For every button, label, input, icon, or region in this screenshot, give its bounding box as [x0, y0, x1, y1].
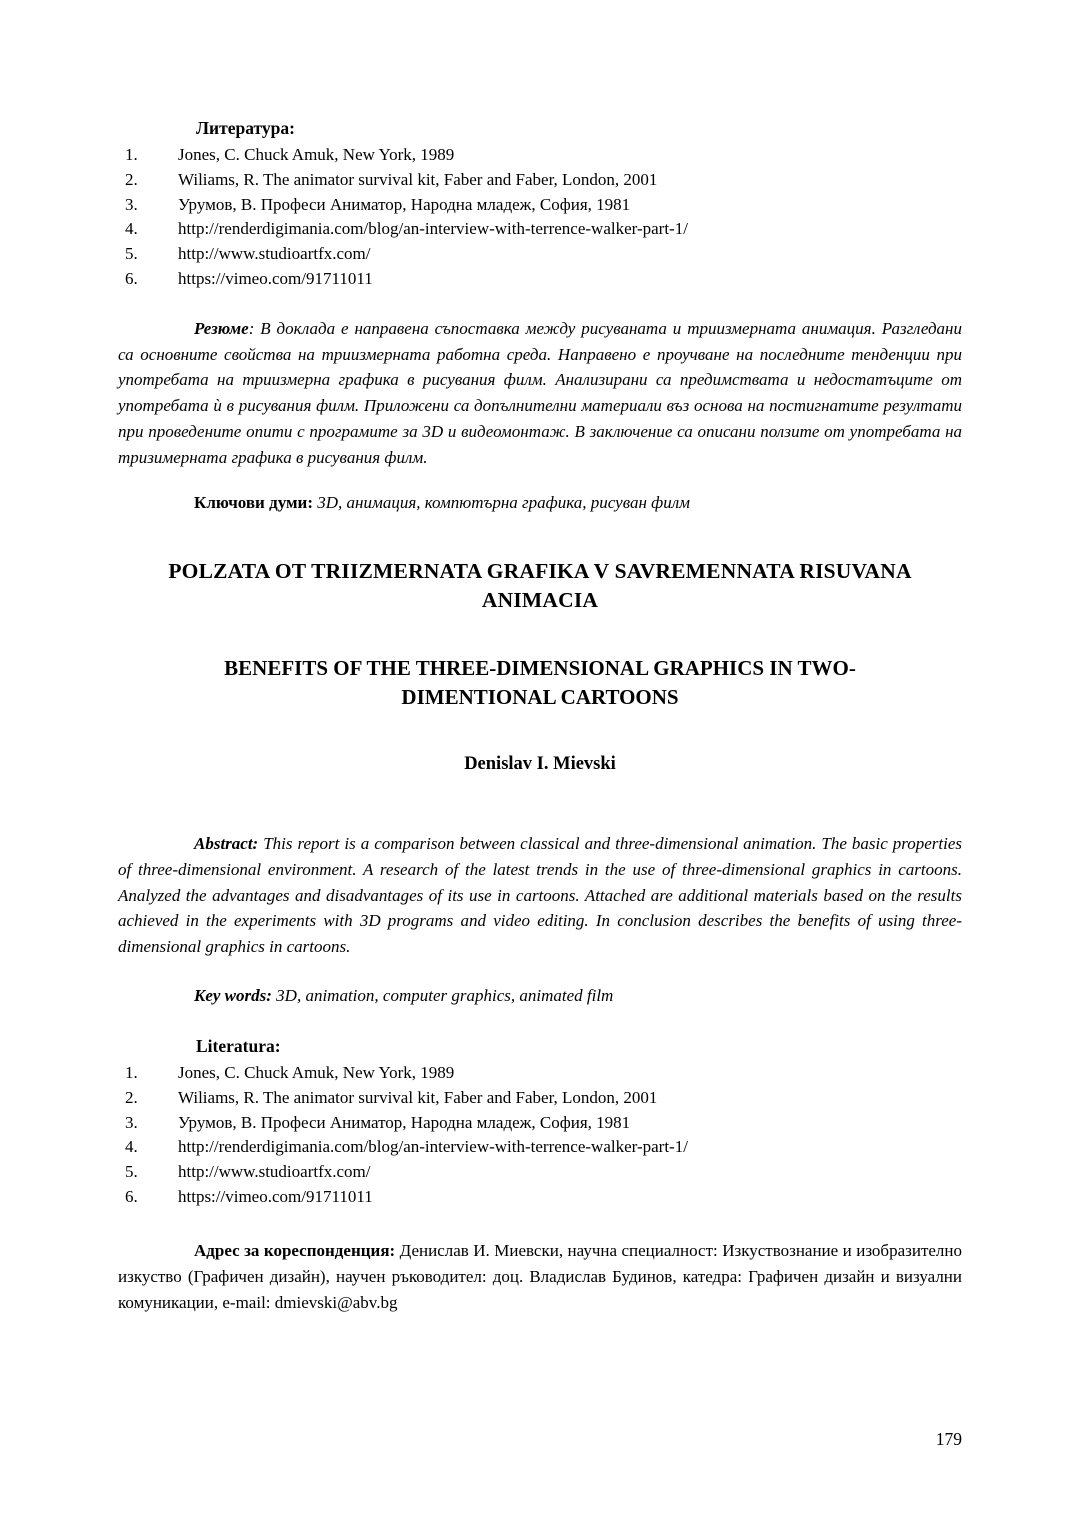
list-item	[118, 193, 962, 218]
correspondence-text: Денислав И. Миевски, научна специалност: Изкуствознание и изобразително изкуство (Графичен дизайн), научен ръководител: доц. Владислав Будинов, катедра: Графичен дизайн и визуални комуникации, e-mail: dmievski@abv.bg	[118, 1240, 962, 1312]
list-item-text: https://vimeo.com/91711011	[178, 1187, 373, 1207]
list-item	[118, 1135, 962, 1160]
list-item-number: 2.	[125, 169, 138, 189]
list-item-text: Wiliams, R. The animator survival kit, Faber and Faber, London, 2001	[178, 169, 658, 189]
list-item-text: Jones, C. Chuck Amuk, New York, 1989	[178, 144, 455, 164]
page-title-english: BENEFITS OF THE THREE-DIMENSIONAL GRAPHICS IN TWO- DIMENTIONAL CARTOONS	[224, 656, 856, 709]
list-item	[118, 1086, 962, 1111]
summary-bg-label: Резюме	[194, 318, 249, 338]
list-item-number: 2.	[125, 1087, 138, 1107]
list-item	[118, 267, 962, 292]
references-bg-list	[118, 143, 962, 292]
list-item-number: 4.	[125, 1137, 138, 1157]
list-item-number: 1.	[125, 144, 138, 164]
summary-bg-paragraph	[118, 316, 962, 471]
list-item	[118, 1185, 962, 1210]
page-number: 179	[935, 1429, 962, 1449]
list-item	[118, 168, 962, 193]
keywords-english	[118, 986, 962, 1006]
list-item-number: 4.	[125, 219, 138, 239]
list-item-number: 6.	[125, 268, 138, 288]
list-item-text: http://renderdigimania.com/blog/an-interview-with-terrence-walker-part-1/	[178, 1137, 688, 1157]
abstract-english	[118, 831, 962, 960]
keywords-bg-text: 3D, анимация, компютърна графика, рисуван филм	[313, 492, 690, 512]
list-item-number: 3.	[125, 1112, 138, 1132]
list-item-text: Урумов, В. Професи Аниматор, Народна младеж, София, 1981	[178, 1112, 631, 1132]
list-item-text: Jones, C. Chuck Amuk, New York, 1989	[178, 1062, 455, 1082]
list-item	[118, 1061, 962, 1086]
list-item	[118, 217, 962, 242]
list-item	[118, 242, 962, 267]
summary-bg-text: : В доклада е направена съпоставка между рисуваната и триизмерната анимация. Разгледани са основните свойства на триизмерната работна среда. Направено е проучване на последните тенденции при употребата на триизмерна графика в рисувания филм. Анализирани са предимствата и недостатъците от употребата ѝ в рисувания филм. Приложени са допълнителни материали въз основа на постигнатите резултати при проведените опити с програмите за 3D и видеомонтаж. В заключение са описани ползите от употребата на тризимерната графика в рисувания филм.	[118, 318, 962, 467]
list-item-text: http://www.studioartfx.com/	[178, 1162, 371, 1182]
keywords-en-text: 3D, animation, computer graphics, animated film	[271, 986, 614, 1006]
list-item	[118, 143, 962, 168]
correspondence-label: Адрес за кореспонденция:	[194, 1240, 396, 1260]
correspondence-paragraph	[118, 1238, 962, 1315]
references-lat-list	[118, 1061, 962, 1210]
keywords-bg	[118, 493, 962, 513]
list-item-number: 3.	[125, 194, 138, 214]
list-item-number: 5.	[125, 1162, 138, 1182]
list-item-text: http://renderdigimania.com/blog/an-interview-with-terrence-walker-part-1/	[178, 219, 688, 239]
list-item	[118, 1160, 962, 1185]
abstract-text: This report is a comparison between classical and three-dimensional animation. The basic properties of three-dimensional environment. A research of the latest trends in the use of three-dimensional graphics in cartoons. Analyzed the advantages and disadvantages of its use in cartoons. Attached are additional materials based on the results achieved in the experiments with 3D programs and video editing. In conclusion describes the benefits of using three-dimensional graphics in cartoons.	[118, 833, 962, 957]
author-name: Denislav I. Mievski	[464, 753, 616, 774]
abstract-label: Abstract:	[194, 833, 259, 853]
list-item-text: Урумов, В. Професи Аниматор, Народна младеж, София, 1981	[178, 194, 631, 214]
page-title-transliterated: POLZATA OT TRIIZMERNATA GRAFIKA V SAVREMENNATA RISUVANA ANIMACIA	[168, 558, 912, 613]
list-item-text: https://vimeo.com/91711011	[178, 268, 373, 288]
keywords-bg-label: Ключови думи:	[194, 492, 314, 512]
references-lat-heading: Literatura:	[196, 1036, 281, 1057]
list-item-number: 5.	[125, 244, 138, 264]
list-item-text: Wiliams, R. The animator survival kit, Faber and Faber, London, 2001	[178, 1087, 658, 1107]
keywords-en-label: Key words:	[194, 986, 272, 1006]
list-item	[118, 1111, 962, 1136]
list-item-number: 6.	[125, 1187, 138, 1207]
list-item-number: 1.	[125, 1062, 138, 1082]
references-bg-heading: Литература:	[196, 118, 295, 138]
list-item-text: http://www.studioartfx.com/	[178, 244, 371, 264]
